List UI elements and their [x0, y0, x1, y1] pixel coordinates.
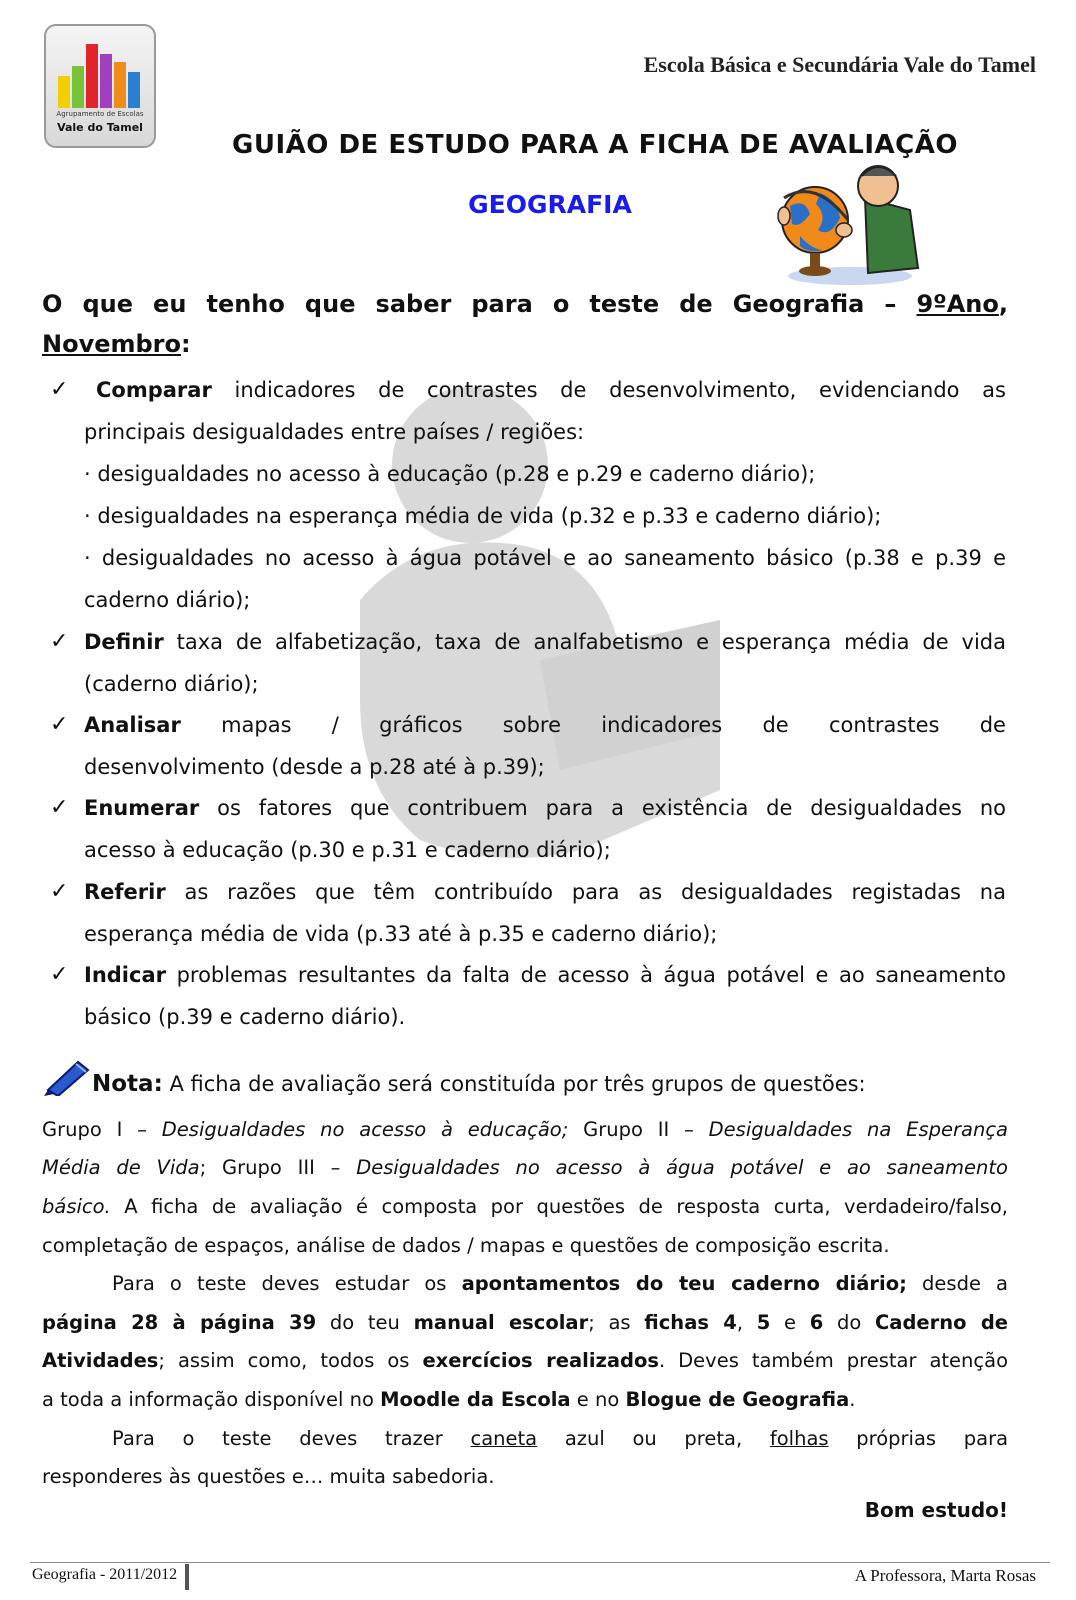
item-verb: Analisar	[84, 713, 181, 737]
study-text: . Deves também prestar atenção	[658, 1349, 1009, 1372]
group3-text-b: básico.	[42, 1195, 111, 1218]
check-icon: ✓	[50, 712, 69, 737]
study-bold: fichas 4	[644, 1311, 737, 1334]
item-text: taxa de alfabetização, taxa de analfabetismo e esperança média de vida	[176, 630, 1006, 654]
composition-text-b: completação de espaços, análise de dados / mapas e questões de composição escrita.	[42, 1234, 890, 1257]
school-name: Escola Básica e Secundária Vale do Tamel	[643, 52, 1036, 77]
footer-divider	[30, 1562, 1050, 1563]
group2-label: Grupo II –	[583, 1118, 694, 1141]
study-bold: 6	[809, 1311, 824, 1334]
bring-text: azul ou preta,	[564, 1427, 743, 1450]
list-item	[84, 709, 1006, 741]
teacher-globe-illustration	[770, 158, 920, 293]
item-verb: Definir	[84, 630, 164, 654]
closing-text: Bom estudo!	[864, 1498, 1008, 1522]
study-text: ,	[736, 1311, 744, 1334]
bring-text: Para o teste deves trazer	[112, 1427, 443, 1450]
item-text: indicadores de contrastes de desenvolvimento, evidenciando as	[234, 378, 1006, 402]
study-bold: 5	[756, 1311, 771, 1334]
item-verb: Comparar	[96, 378, 212, 402]
sub-item-text: · desigualdades no acesso à água potável e ao saneamento básico (p.38 e p.39 e	[84, 546, 1006, 570]
study-line-3	[42, 1345, 1008, 1377]
note-groups-line-3	[42, 1191, 1008, 1223]
study-bold: Moodle da Escola	[380, 1388, 571, 1411]
heading-line-2	[42, 324, 191, 364]
list-item	[84, 959, 1006, 991]
page-title: GUIÃO DE ESTUDO PARA A FICHA DE AVALIAÇÃO	[232, 130, 958, 160]
group2-text-a: Desigualdades na Esperança	[708, 1118, 1009, 1141]
item-continuation: esperança média de vida (p.33 até à p.35 e caderno diário);	[84, 922, 718, 946]
item-text: os fatores que contribuem para a existência de desigualdades no	[217, 796, 1006, 820]
check-icon: ✓	[50, 377, 69, 402]
item-continuation: básico (p.39 e caderno diário).	[84, 1005, 406, 1029]
list-item	[84, 792, 1006, 824]
study-bold: Caderno de	[875, 1311, 1009, 1334]
heading-line-1	[42, 284, 1008, 324]
item-text: problemas resultantes da falta de acesso à água potável e ao saneamento	[176, 963, 1006, 987]
study-line-4	[42, 1384, 1008, 1416]
list-item	[84, 876, 1006, 908]
heading-month: Novembro	[42, 330, 182, 358]
study-text: desde a	[922, 1272, 1009, 1295]
sub-item: · desigualdades no acesso à educação (p.28 e p.29 e caderno diário);	[84, 462, 816, 486]
item-verb: Enumerar	[84, 796, 200, 820]
item-text: as razões que têm contribuído para as desigualdades registadas na	[184, 880, 1006, 904]
footer-separator	[185, 1564, 189, 1590]
study-line-1	[42, 1268, 1008, 1300]
bring-pen: caneta	[470, 1427, 538, 1450]
study-text: do teu	[329, 1311, 400, 1334]
heading-text: O que eu tenho que saber para o teste de Geografia –	[42, 290, 897, 318]
footer-right: A Professora, Marta Rosas	[854, 1566, 1036, 1585]
item-continuation: desenvolvimento (desde a p.28 até à p.39);	[84, 755, 545, 779]
item-continuation: (caderno diário);	[84, 672, 259, 696]
study-text: do	[836, 1311, 862, 1334]
list-item	[96, 374, 1006, 406]
group3-label: ; Grupo III –	[199, 1156, 341, 1179]
bring-line-1	[42, 1423, 1008, 1455]
sub-item	[84, 542, 1006, 574]
study-bold: Atividades	[42, 1349, 159, 1372]
item-text: mapas / gráficos sobre indicadores de contrastes de	[221, 713, 1006, 737]
list-item	[84, 626, 1006, 658]
item-continuation: principais desigualdades entre países / regiões:	[84, 420, 585, 444]
subject-title: GEOGRAFIA	[468, 190, 632, 219]
note-text: A ficha de avaliação será constituída por três grupos de questões:	[169, 1072, 866, 1096]
study-bold: Blogue de Geografia	[625, 1388, 850, 1411]
item-verb: Indicar	[84, 963, 166, 987]
pencil-icon	[42, 1056, 92, 1096]
logo-bars-icon	[56, 36, 144, 108]
note-groups-line-2	[42, 1152, 1008, 1184]
footer-left: Geografia - 2011/2012	[32, 1566, 178, 1583]
study-text: Para o teste deves estudar os	[112, 1272, 447, 1295]
note-label: Nota:	[92, 1071, 163, 1097]
group1-label: Grupo I –	[42, 1118, 147, 1141]
note-groups-line-1	[42, 1114, 1008, 1146]
study-text: ; assim como, todos os	[158, 1349, 410, 1372]
group2-text-b: Média de Vida	[42, 1156, 200, 1179]
note-line	[92, 1068, 866, 1100]
item-continuation: acesso à educação (p.30 e p.31 e caderno diário);	[84, 838, 611, 862]
group1-text: Desigualdades no acesso à educação;	[161, 1118, 569, 1141]
study-bold: exercícios realizados	[422, 1349, 659, 1372]
logo-caption-small: Agrupamento de Escolas	[56, 110, 144, 118]
study-text: a toda a informação disponível no	[42, 1388, 374, 1411]
heading-year: 9ºAno	[916, 290, 999, 318]
group3-text-a: Desigualdades no acesso à água potável e ao saneamento	[356, 1156, 1008, 1179]
check-icon: ✓	[50, 795, 69, 820]
check-icon: ✓	[50, 879, 69, 904]
check-icon: ✓	[50, 962, 69, 987]
heading-comma: ,	[998, 290, 1008, 318]
composition-text-a: A ficha de avaliação é composta por questões de resposta curta, verdadeiro/falso,	[124, 1195, 1008, 1218]
study-bold: manual escolar	[413, 1311, 589, 1334]
study-text: ; as	[588, 1311, 631, 1334]
sub-item: caderno diário);	[84, 588, 251, 612]
bring-sheets: folhas	[769, 1427, 829, 1450]
study-bold: página 28 à página 39	[42, 1311, 317, 1334]
sub-item: · desigualdades na esperança média de vida (p.32 e p.33 e caderno diário);	[84, 504, 882, 528]
study-text: e	[784, 1311, 796, 1334]
study-text: .	[849, 1388, 856, 1411]
bring-line-2: responderes às questões e… muita sabedoria.	[42, 1465, 495, 1488]
heading-colon: :	[181, 330, 191, 358]
study-text: e no	[576, 1388, 620, 1411]
study-line-2	[42, 1307, 1008, 1339]
check-icon: ✓	[50, 629, 69, 654]
item-verb: Referir	[84, 880, 166, 904]
logo-caption: Vale do Tamel	[57, 121, 143, 134]
bring-text: próprias para	[856, 1427, 1009, 1450]
study-bold: apontamentos do teu caderno diário;	[461, 1272, 907, 1295]
